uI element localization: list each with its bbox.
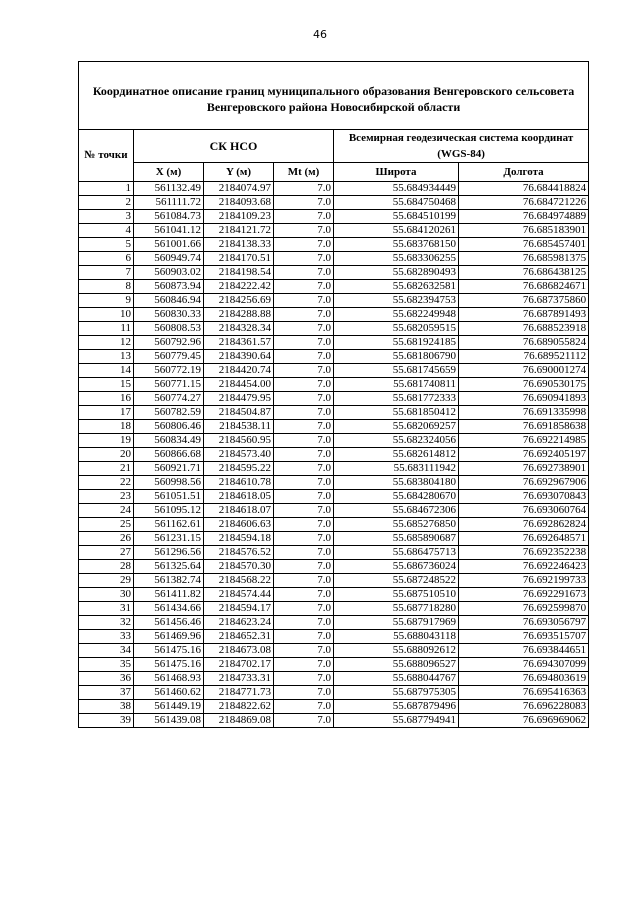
latitude-cell: 55.688092612 <box>334 644 459 658</box>
mt-cell: 7.0 <box>274 406 334 420</box>
latitude-cell: 55.688043118 <box>334 630 459 644</box>
point-number-cell: 21 <box>79 462 134 476</box>
latitude-cell: 55.687879496 <box>334 700 459 714</box>
point-number-cell: 12 <box>79 336 134 350</box>
mt-cell: 7.0 <box>274 672 334 686</box>
point-number-cell: 18 <box>79 420 134 434</box>
y-cell: 2184623.24 <box>204 616 274 630</box>
longitude-cell: 76.685183901 <box>459 224 589 238</box>
table-row <box>79 630 589 644</box>
mt-cell: 7.0 <box>274 560 334 574</box>
y-cell: 2184420.74 <box>204 364 274 378</box>
table-row <box>79 560 589 574</box>
table-row <box>79 672 589 686</box>
table-row <box>79 546 589 560</box>
mt-cell: 7.0 <box>274 462 334 476</box>
point-number-cell: 31 <box>79 602 134 616</box>
longitude-cell: 76.688523918 <box>459 322 589 336</box>
mt-cell: 7.0 <box>274 266 334 280</box>
y-cell: 2184222.42 <box>204 280 274 294</box>
table-row <box>79 448 589 462</box>
mt-cell: 7.0 <box>274 644 334 658</box>
point-number-cell: 29 <box>79 574 134 588</box>
table-row <box>79 336 589 350</box>
x-cell: 561162.61 <box>134 518 204 532</box>
point-number-cell: 22 <box>79 476 134 490</box>
table-row <box>79 602 589 616</box>
longitude-cell: 76.684721226 <box>459 196 589 210</box>
longitude-cell: 76.684974889 <box>459 210 589 224</box>
table-row <box>79 364 589 378</box>
longitude-cell: 76.693844651 <box>459 644 589 658</box>
y-cell: 2184538.11 <box>204 420 274 434</box>
table-row <box>79 588 589 602</box>
latitude-cell: 55.681740811 <box>334 378 459 392</box>
point-number-cell: 5 <box>79 238 134 252</box>
x-cell: 560998.56 <box>134 476 204 490</box>
y-cell: 2184361.57 <box>204 336 274 350</box>
mt-cell: 7.0 <box>274 630 334 644</box>
y-cell: 2184594.17 <box>204 602 274 616</box>
longitude-cell: 76.687375860 <box>459 294 589 308</box>
point-number-cell: 25 <box>79 518 134 532</box>
y-cell: 2184454.00 <box>204 378 274 392</box>
table-row <box>79 574 589 588</box>
table-row <box>79 476 589 490</box>
x-cell: 561084.73 <box>134 210 204 224</box>
x-cell: 561095.12 <box>134 504 204 518</box>
table-row <box>79 322 589 336</box>
x-cell: 561439.08 <box>134 714 204 728</box>
point-number-cell: 24 <box>79 504 134 518</box>
point-number-cell: 1 <box>79 182 134 196</box>
x-cell: 561475.16 <box>134 644 204 658</box>
latitude-cell: 55.687718280 <box>334 602 459 616</box>
y-cell: 2184288.88 <box>204 308 274 322</box>
longitude-cell: 76.687891493 <box>459 308 589 322</box>
x-cell: 560806.46 <box>134 420 204 434</box>
point-number-cell: 35 <box>79 658 134 672</box>
point-number-cell: 4 <box>79 224 134 238</box>
mt-cell: 7.0 <box>274 448 334 462</box>
y-cell: 2184121.72 <box>204 224 274 238</box>
x-cell: 561475.16 <box>134 658 204 672</box>
longitude-cell: 76.691335998 <box>459 406 589 420</box>
table-row <box>79 532 589 546</box>
point-number-cell: 3 <box>79 210 134 224</box>
point-number-cell: 9 <box>79 294 134 308</box>
point-number-cell: 7 <box>79 266 134 280</box>
latitude-cell: 55.686475713 <box>334 546 459 560</box>
header-longitude: Долгота <box>459 163 589 182</box>
latitude-cell: 55.685890687 <box>334 532 459 546</box>
mt-cell: 7.0 <box>274 210 334 224</box>
longitude-cell: 76.686824671 <box>459 280 589 294</box>
longitude-cell: 76.690530175 <box>459 378 589 392</box>
y-cell: 2184610.78 <box>204 476 274 490</box>
mt-cell: 7.0 <box>274 224 334 238</box>
table-row <box>79 210 589 224</box>
table-row <box>79 294 589 308</box>
mt-cell: 7.0 <box>274 616 334 630</box>
latitude-cell: 55.684750468 <box>334 196 459 210</box>
table-row <box>79 714 589 728</box>
latitude-cell: 55.681924185 <box>334 336 459 350</box>
longitude-cell: 76.685981375 <box>459 252 589 266</box>
header-sk-nso: СК НСО <box>134 130 334 163</box>
point-number-cell: 39 <box>79 714 134 728</box>
y-cell: 2184606.63 <box>204 518 274 532</box>
x-cell: 560774.27 <box>134 392 204 406</box>
x-cell: 561456.46 <box>134 616 204 630</box>
mt-cell: 7.0 <box>274 546 334 560</box>
point-number-cell: 10 <box>79 308 134 322</box>
header-y: Y (м) <box>204 163 274 182</box>
point-number-cell: 33 <box>79 630 134 644</box>
x-cell: 561296.56 <box>134 546 204 560</box>
longitude-cell: 76.692967906 <box>459 476 589 490</box>
latitude-cell: 55.682059515 <box>334 322 459 336</box>
y-cell: 2184256.69 <box>204 294 274 308</box>
point-number-cell: 15 <box>79 378 134 392</box>
y-cell: 2184618.05 <box>204 490 274 504</box>
point-number-cell: 11 <box>79 322 134 336</box>
point-number-cell: 32 <box>79 616 134 630</box>
latitude-cell: 55.688096527 <box>334 658 459 672</box>
table-row <box>79 196 589 210</box>
table-row <box>79 462 589 476</box>
mt-cell: 7.0 <box>274 714 334 728</box>
table-body <box>79 182 589 728</box>
table-row <box>79 350 589 364</box>
point-number-cell: 34 <box>79 644 134 658</box>
x-cell: 560779.45 <box>134 350 204 364</box>
longitude-cell: 76.692214985 <box>459 434 589 448</box>
mt-cell: 7.0 <box>274 518 334 532</box>
point-number-cell: 14 <box>79 364 134 378</box>
table-row <box>79 224 589 238</box>
point-number-cell: 13 <box>79 350 134 364</box>
latitude-cell: 55.687917969 <box>334 616 459 630</box>
y-cell: 2184771.73 <box>204 686 274 700</box>
x-cell: 560866.68 <box>134 448 204 462</box>
point-number-cell: 6 <box>79 252 134 266</box>
longitude-cell: 76.692648571 <box>459 532 589 546</box>
x-cell: 561468.93 <box>134 672 204 686</box>
x-cell: 561469.96 <box>134 630 204 644</box>
x-cell: 561231.15 <box>134 532 204 546</box>
table-row <box>79 182 589 196</box>
latitude-cell: 55.682069257 <box>334 420 459 434</box>
x-cell: 561041.12 <box>134 224 204 238</box>
latitude-cell: 55.682890493 <box>334 266 459 280</box>
x-cell: 561382.74 <box>134 574 204 588</box>
header-row-1 <box>79 130 589 163</box>
coordinates-table <box>78 61 589 728</box>
table-row <box>79 434 589 448</box>
mt-cell: 7.0 <box>274 700 334 714</box>
table-row <box>79 490 589 504</box>
latitude-cell: 55.684280670 <box>334 490 459 504</box>
longitude-cell: 76.692352238 <box>459 546 589 560</box>
latitude-cell: 55.687248522 <box>334 574 459 588</box>
x-cell: 560921.71 <box>134 462 204 476</box>
x-cell: 560792.96 <box>134 336 204 350</box>
x-cell: 560949.74 <box>134 252 204 266</box>
x-cell: 560830.33 <box>134 308 204 322</box>
point-number-cell: 17 <box>79 406 134 420</box>
longitude-cell: 76.695416363 <box>459 686 589 700</box>
x-cell: 560782.59 <box>134 406 204 420</box>
mt-cell: 7.0 <box>274 602 334 616</box>
point-number-cell: 8 <box>79 280 134 294</box>
header-point-number: № точки <box>79 130 134 182</box>
latitude-cell: 55.684672306 <box>334 504 459 518</box>
longitude-cell: 76.692291673 <box>459 588 589 602</box>
table-row <box>79 518 589 532</box>
point-number-cell: 30 <box>79 588 134 602</box>
y-cell: 2184198.54 <box>204 266 274 280</box>
latitude-cell: 55.688044767 <box>334 672 459 686</box>
latitude-cell: 55.683768150 <box>334 238 459 252</box>
mt-cell: 7.0 <box>274 336 334 350</box>
latitude-cell: 55.684934449 <box>334 182 459 196</box>
x-cell: 561449.19 <box>134 700 204 714</box>
latitude-cell: 55.687510510 <box>334 588 459 602</box>
x-cell: 560846.94 <box>134 294 204 308</box>
x-cell: 561051.51 <box>134 490 204 504</box>
y-cell: 2184573.40 <box>204 448 274 462</box>
x-cell: 560771.15 <box>134 378 204 392</box>
y-cell: 2184093.68 <box>204 196 274 210</box>
latitude-cell: 55.682632581 <box>334 280 459 294</box>
mt-cell: 7.0 <box>274 378 334 392</box>
y-cell: 2184869.08 <box>204 714 274 728</box>
longitude-cell: 76.689521112 <box>459 350 589 364</box>
point-number-cell: 20 <box>79 448 134 462</box>
mt-cell: 7.0 <box>274 238 334 252</box>
mt-cell: 7.0 <box>274 490 334 504</box>
table-row <box>79 266 589 280</box>
table-title: Координатное описание границ муниципального образования Венгеровского сельсовета Венгеровского района Новосибирской области <box>79 62 589 130</box>
latitude-cell: 55.683804180 <box>334 476 459 490</box>
mt-cell: 7.0 <box>274 658 334 672</box>
mt-cell: 7.0 <box>274 196 334 210</box>
latitude-cell: 55.683306255 <box>334 252 459 266</box>
y-cell: 2184652.31 <box>204 630 274 644</box>
latitude-cell: 55.682614812 <box>334 448 459 462</box>
x-cell: 560834.49 <box>134 434 204 448</box>
table-row <box>79 238 589 252</box>
mt-cell: 7.0 <box>274 182 334 196</box>
x-cell: 560873.94 <box>134 280 204 294</box>
x-cell: 561411.82 <box>134 588 204 602</box>
longitude-cell: 76.690001274 <box>459 364 589 378</box>
point-number-cell: 38 <box>79 700 134 714</box>
mt-cell: 7.0 <box>274 308 334 322</box>
longitude-cell: 76.692738901 <box>459 462 589 476</box>
title-row <box>79 62 589 130</box>
table-row <box>79 420 589 434</box>
y-cell: 2184673.08 <box>204 644 274 658</box>
y-cell: 2184702.17 <box>204 658 274 672</box>
mt-cell: 7.0 <box>274 420 334 434</box>
y-cell: 2184390.64 <box>204 350 274 364</box>
y-cell: 2184504.87 <box>204 406 274 420</box>
table-row <box>79 700 589 714</box>
longitude-cell: 76.694803619 <box>459 672 589 686</box>
y-cell: 2184328.34 <box>204 322 274 336</box>
mt-cell: 7.0 <box>274 252 334 266</box>
table-row <box>79 280 589 294</box>
latitude-cell: 55.686736024 <box>334 560 459 574</box>
y-cell: 2184074.97 <box>204 182 274 196</box>
y-cell: 2184138.33 <box>204 238 274 252</box>
mt-cell: 7.0 <box>274 364 334 378</box>
mt-cell: 7.0 <box>274 532 334 546</box>
point-number-cell: 19 <box>79 434 134 448</box>
longitude-cell: 76.692246423 <box>459 560 589 574</box>
latitude-cell: 55.687975305 <box>334 686 459 700</box>
mt-cell: 7.0 <box>274 504 334 518</box>
longitude-cell: 76.696228083 <box>459 700 589 714</box>
latitude-cell: 55.681850412 <box>334 406 459 420</box>
point-number-cell: 26 <box>79 532 134 546</box>
point-number-cell: 36 <box>79 672 134 686</box>
table-row <box>79 686 589 700</box>
latitude-cell: 55.684510199 <box>334 210 459 224</box>
longitude-cell: 76.684418824 <box>459 182 589 196</box>
longitude-cell: 76.693515707 <box>459 630 589 644</box>
point-number-cell: 37 <box>79 686 134 700</box>
point-number-cell: 27 <box>79 546 134 560</box>
mt-cell: 7.0 <box>274 434 334 448</box>
latitude-cell: 55.687794941 <box>334 714 459 728</box>
longitude-cell: 76.686438125 <box>459 266 589 280</box>
table-row <box>79 308 589 322</box>
point-number-cell: 2 <box>79 196 134 210</box>
mt-cell: 7.0 <box>274 280 334 294</box>
table-row <box>79 644 589 658</box>
y-cell: 2184109.23 <box>204 210 274 224</box>
latitude-cell: 55.681745659 <box>334 364 459 378</box>
latitude-cell: 55.683111942 <box>334 462 459 476</box>
y-cell: 2184479.95 <box>204 392 274 406</box>
longitude-cell: 76.691858638 <box>459 420 589 434</box>
longitude-cell: 76.692405197 <box>459 448 589 462</box>
table-row <box>79 658 589 672</box>
mt-cell: 7.0 <box>274 392 334 406</box>
table-row <box>79 378 589 392</box>
header-wgs84: Всемирная геодезическая система координат (WGS-84) <box>334 130 589 163</box>
header-latitude: Широта <box>334 163 459 182</box>
mt-cell: 7.0 <box>274 686 334 700</box>
x-cell: 561325.64 <box>134 560 204 574</box>
y-cell: 2184570.30 <box>204 560 274 574</box>
latitude-cell: 55.684120261 <box>334 224 459 238</box>
x-cell: 561132.49 <box>134 182 204 196</box>
latitude-cell: 55.681806790 <box>334 350 459 364</box>
header-row-2 <box>79 163 589 182</box>
y-cell: 2184618.07 <box>204 504 274 518</box>
longitude-cell: 76.693060764 <box>459 504 589 518</box>
latitude-cell: 55.681772333 <box>334 392 459 406</box>
latitude-cell: 55.685276850 <box>334 518 459 532</box>
longitude-cell: 76.692199733 <box>459 574 589 588</box>
longitude-cell: 76.693056797 <box>459 616 589 630</box>
longitude-cell: 76.685457401 <box>459 238 589 252</box>
mt-cell: 7.0 <box>274 574 334 588</box>
table-row <box>79 406 589 420</box>
longitude-cell: 76.690941893 <box>459 392 589 406</box>
y-cell: 2184822.62 <box>204 700 274 714</box>
x-cell: 561001.66 <box>134 238 204 252</box>
point-number-cell: 23 <box>79 490 134 504</box>
longitude-cell: 76.693070843 <box>459 490 589 504</box>
y-cell: 2184733.31 <box>204 672 274 686</box>
header-x: X (м) <box>134 163 204 182</box>
x-cell: 561111.72 <box>134 196 204 210</box>
mt-cell: 7.0 <box>274 350 334 364</box>
table-row <box>79 392 589 406</box>
page-number: 46 <box>313 28 327 41</box>
latitude-cell: 55.682324056 <box>334 434 459 448</box>
mt-cell: 7.0 <box>274 588 334 602</box>
mt-cell: 7.0 <box>274 322 334 336</box>
table-row <box>79 504 589 518</box>
mt-cell: 7.0 <box>274 294 334 308</box>
y-cell: 2184594.18 <box>204 532 274 546</box>
point-number-cell: 16 <box>79 392 134 406</box>
x-cell: 560903.02 <box>134 266 204 280</box>
y-cell: 2184574.44 <box>204 588 274 602</box>
table-row <box>79 252 589 266</box>
latitude-cell: 55.682249948 <box>334 308 459 322</box>
x-cell: 561460.62 <box>134 686 204 700</box>
header-mt: Mt (м) <box>274 163 334 182</box>
point-number-cell: 28 <box>79 560 134 574</box>
y-cell: 2184170.51 <box>204 252 274 266</box>
table-row <box>79 616 589 630</box>
longitude-cell: 76.696969062 <box>459 714 589 728</box>
mt-cell: 7.0 <box>274 476 334 490</box>
x-cell: 560808.53 <box>134 322 204 336</box>
latitude-cell: 55.682394753 <box>334 294 459 308</box>
longitude-cell: 76.692862824 <box>459 518 589 532</box>
y-cell: 2184560.95 <box>204 434 274 448</box>
y-cell: 2184595.22 <box>204 462 274 476</box>
y-cell: 2184568.22 <box>204 574 274 588</box>
x-cell: 561434.66 <box>134 602 204 616</box>
y-cell: 2184576.52 <box>204 546 274 560</box>
longitude-cell: 76.694307099 <box>459 658 589 672</box>
longitude-cell: 76.689055824 <box>459 336 589 350</box>
longitude-cell: 76.692599870 <box>459 602 589 616</box>
x-cell: 560772.19 <box>134 364 204 378</box>
